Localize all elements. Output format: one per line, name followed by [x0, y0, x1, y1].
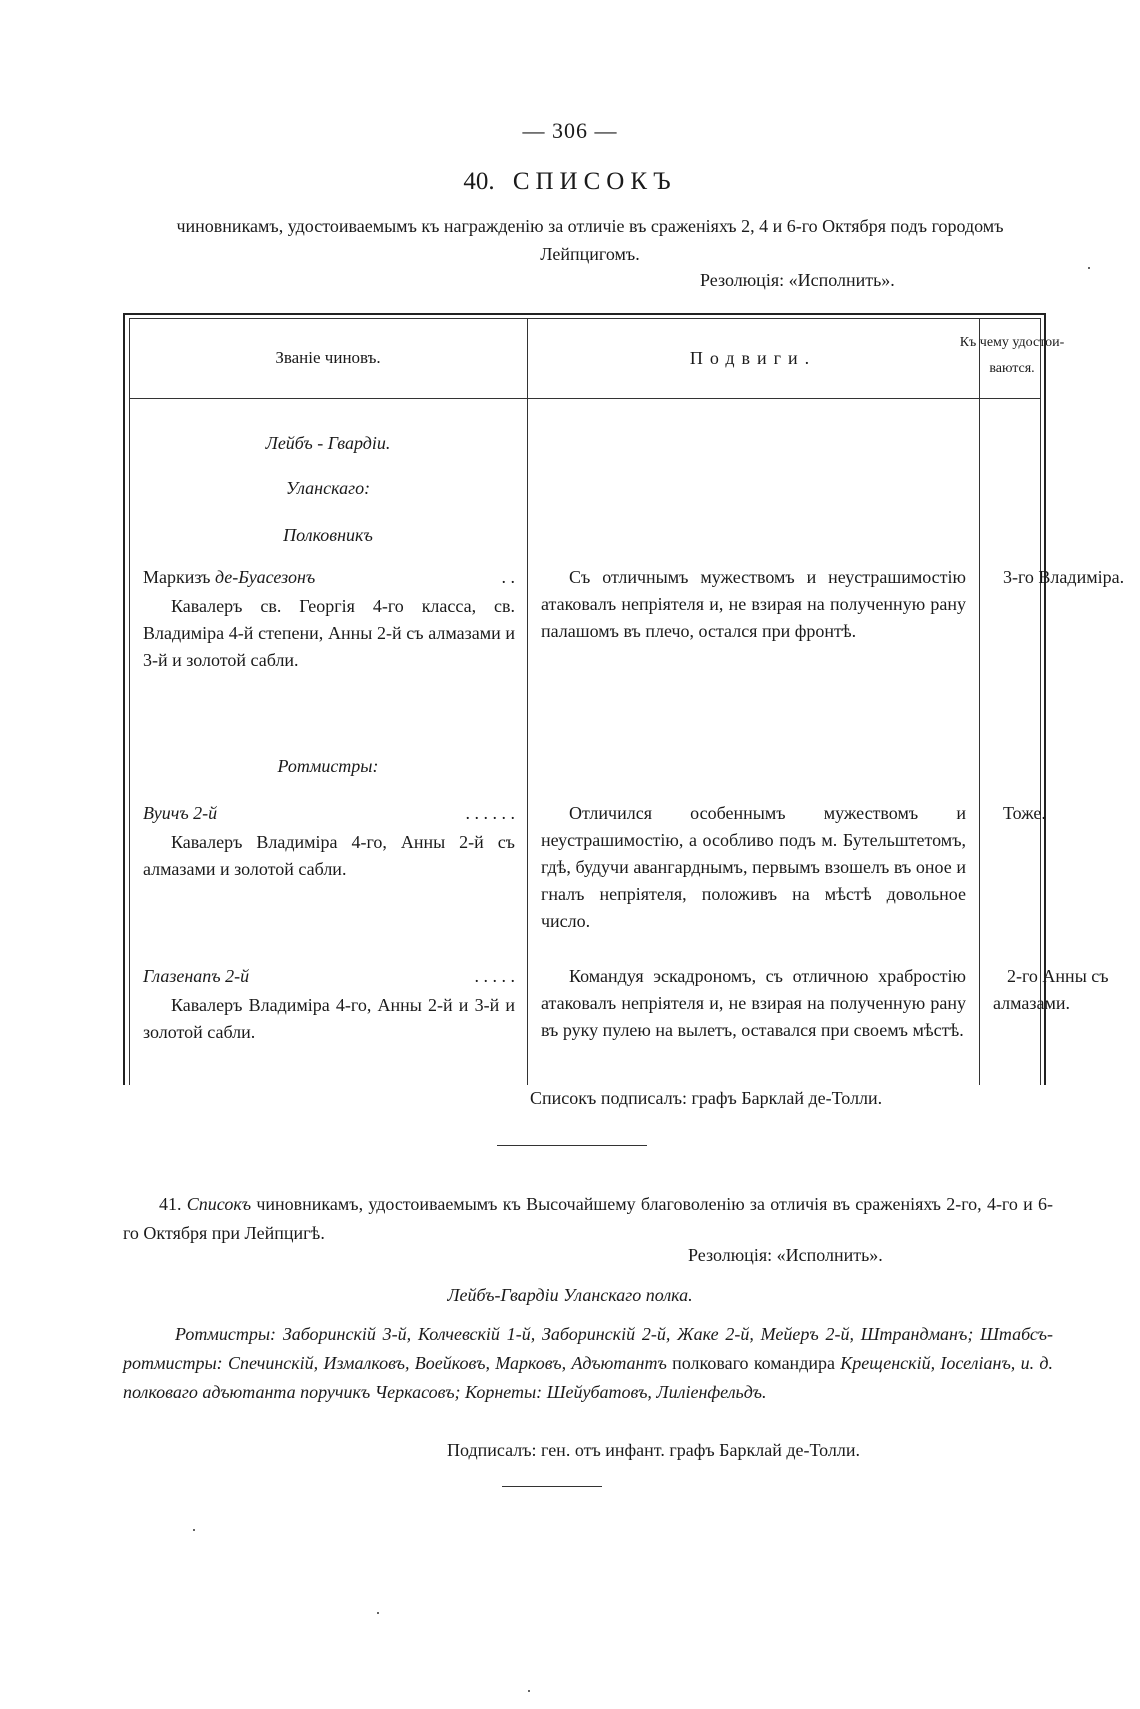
table-row-1-reward: 3-го Владиміра.: [1003, 567, 1125, 587]
table-row-3-awards: Кавалеръ Владиміра 4-го, Анны 2-й и 3-й и золотой сабли.: [143, 995, 515, 1042]
adjutant-label: Адъютантъ: [571, 1353, 667, 1373]
section-colonel: Полковникъ: [283, 525, 373, 545]
staff-label: Штабсъ-ротмистры:: [123, 1324, 1054, 1373]
section-rotmistry: Ротмистры:: [277, 756, 379, 776]
list-41-regiment: Лейбъ-Гвардіи Уланскаго полка.: [447, 1285, 693, 1305]
list-40-number: 40.: [463, 168, 495, 195]
list-40-title: [0, 168, 1140, 196]
list-40-heading: СПИСОКЪ: [512, 168, 677, 195]
rotmistry-names: Заборинскій 3-й, Колчевскій 1-й, Заборинскій 2-й, Жаке 2-й, Мейеръ 2-й, Штрандманъ;: [282, 1324, 974, 1344]
list-41-text: чиновникамъ, удостоиваемымъ къ Высочайшему благоволенію за отличія въ сраженіяхъ 2-го, 4-го и 6-го Октября при Лейпцигѣ.: [123, 1194, 1054, 1243]
table-row-2-reward: Тоже.: [1003, 803, 1046, 823]
column-header-reward-line-1: Къ чему удостои-: [959, 335, 1065, 350]
scan-speck: [528, 1690, 530, 1692]
scan-speck: [1088, 267, 1090, 269]
list-41-signature: Подписалъ: ген. отъ инфант. графъ Барклай де-Толли.: [447, 1440, 860, 1460]
rotmistry-label: Ротмистры:: [175, 1324, 277, 1344]
list-40-subtitle: чиновникамъ, удостоиваемымъ къ награжденію за отличіе въ сраженіяхъ 2, 4 и 6-го Октября подъ городомъ Лейпцигомъ.: [176, 216, 1004, 264]
section-divider: [497, 1145, 647, 1146]
table-row-2-deed: Отличился особеннымъ мужествомъ и неустрашимостію, а особливо подъ м. Бутельштетомъ, гдѣ, будучи авангарднымъ, первымъ взошелъ въ оное и гналъ непріятеля, положивъ на мѣстѣ довольное число.: [541, 803, 966, 931]
table-row-3-deed: Командуя эскадрономъ, съ отличною храбростію атаковалъ непріятеля и, не взирая на полученную рану въ руку пулею на вылетъ, оставался при своемъ мѣстѣ.: [541, 966, 966, 1040]
adjutant-text: полковаго командира: [672, 1353, 835, 1373]
leader-dots: . . . . . .: [465, 803, 515, 823]
leader-dots: . .: [501, 567, 515, 587]
adjutant-names: Крещенскій, Іоселіанъ, и. д. полковаго адъютанта поручикъ Черкасовъ;: [123, 1353, 1053, 1402]
column-divider-2: [979, 318, 980, 1085]
table-row-3-reward: 2-го Анны съ алмазами.: [993, 966, 1109, 1013]
officer-name: Глазенапъ 2-й: [143, 966, 250, 986]
officer-name: Вуичъ 2-й: [143, 803, 218, 823]
header-separator: [129, 398, 1040, 399]
staff-names: Спечинскій, Измалковъ, Воейковъ, Марковъ,: [227, 1353, 567, 1373]
table-row-1-deed: Съ отличнымъ мужествомъ и неустрашимостію атаковалъ непріятеля и, не взирая на полученную рану палашомъ въ плечо, остался при фронтѣ.: [541, 567, 966, 641]
scan-speck: [193, 1529, 195, 1531]
list-40-signature: Списокъ подписалъ: графъ Барклай де-Толли.: [530, 1088, 883, 1108]
list-41-title: Списокъ: [186, 1194, 252, 1214]
table-row-2-awards: Кавалеръ Владиміра 4-го, Анны 2-й съ алмазами и золотой сабли.: [143, 832, 515, 879]
column-header-rank: Званіе чиновъ.: [275, 348, 381, 367]
cornets-names: Шейубатовъ, Лиліенфельдъ.: [546, 1382, 767, 1402]
list-41-resolution: Резолюція: «Исполнить».: [688, 1245, 883, 1265]
column-header-deeds: Подвиги.: [689, 347, 817, 368]
name-prefix: Маркизъ: [143, 567, 211, 587]
list-40-resolution: Резолюція: «Исполнить».: [700, 270, 895, 290]
scan-speck: [377, 1612, 379, 1614]
officer-name: де-Буасезонъ: [214, 567, 316, 587]
list-41-number: 41.: [159, 1194, 182, 1214]
table-left-outer-border: [123, 313, 125, 1085]
page-number: — 306 —: [522, 118, 618, 143]
leader-dots: . . . . .: [474, 966, 515, 986]
list-41-names: [123, 1320, 1053, 1407]
column-header-reward: [954, 330, 1070, 382]
column-header-reward-line-2: ваются.: [989, 361, 1035, 376]
column-divider-1: [527, 318, 528, 1085]
section-regiment: Уланскаго:: [285, 478, 371, 498]
list-41-paragraph: [123, 1190, 1053, 1248]
awards-table: [123, 313, 1125, 1085]
end-divider: [502, 1486, 602, 1487]
section-guard: Лейбъ - Гвардіи.: [265, 433, 391, 453]
cornets-label: Корнеты:: [465, 1382, 543, 1402]
table-row-2-name: [143, 800, 515, 827]
table-row-1-awards: Кавалеръ св. Георгія 4-го класса, св. Владиміра 4-й степени, Анны 2-й съ алмазами и 3-й и золотой сабли.: [143, 596, 515, 670]
table-row-3-name: [143, 963, 515, 990]
table-row-1-name: [143, 564, 515, 591]
